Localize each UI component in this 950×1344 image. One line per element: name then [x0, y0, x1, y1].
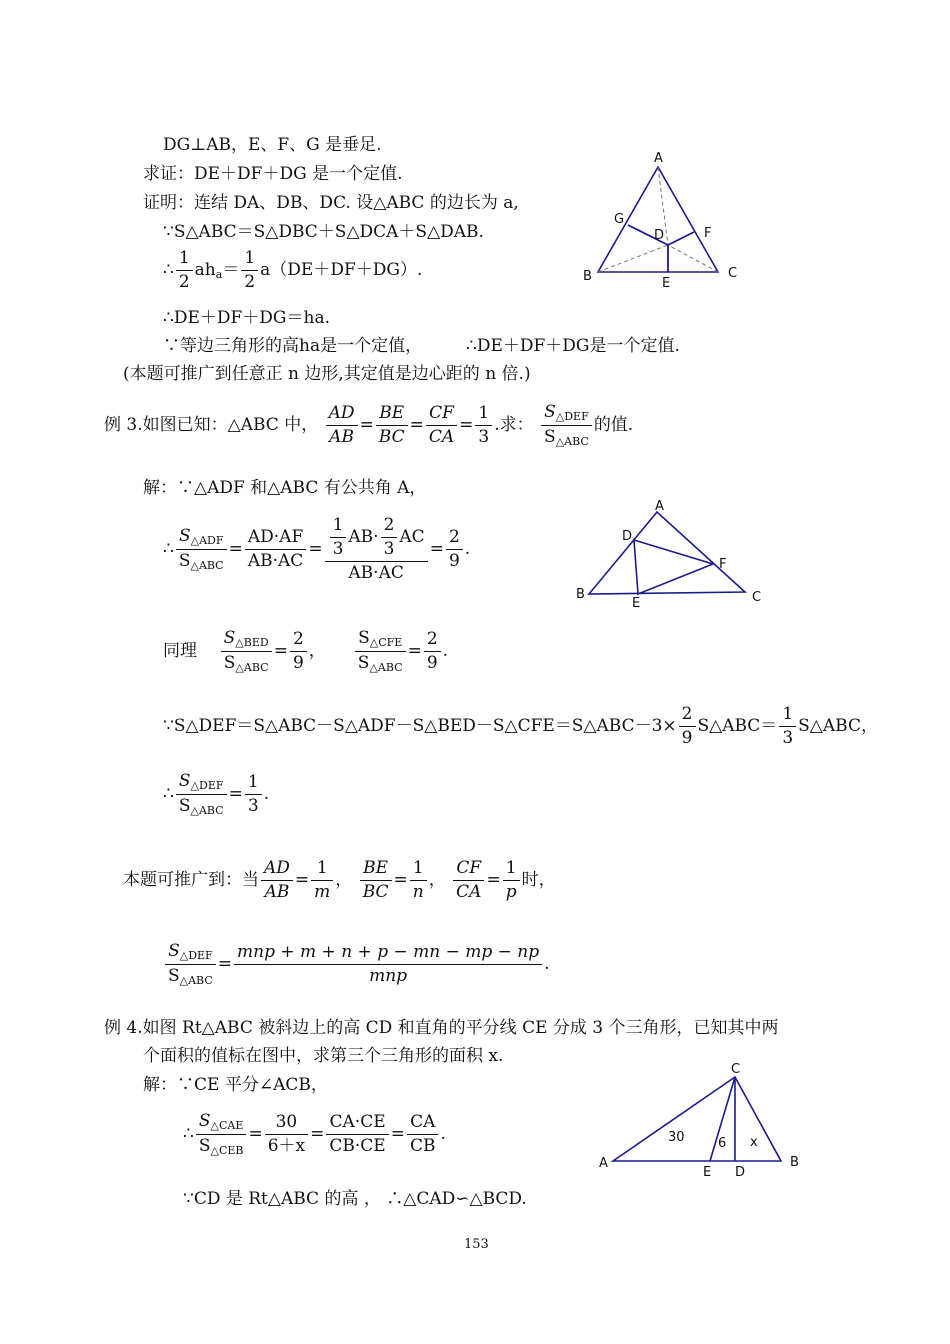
proof-line-7a: ∵等边三角形的高ha是一个定值， [163, 336, 423, 356]
ex4-ratio: ∴ $\frac{S_{\triangle CAE}}{S_{\triangle CEB}}$ = $\frac{30}{6+x}$ = $\frac{CA\cdot CE}{CB\cdot CE}$ = $\frac{CA}{CB}$ . [183, 1111, 446, 1157]
ex4-last-line: ∵CD 是 Rt△ABC 的高 ， ∴△CAD∽△BCD. [183, 1189, 527, 1209]
page-number: 153 [464, 1237, 489, 1252]
fig2-label-a: A [655, 499, 664, 514]
fig3-label-d: D [735, 1165, 746, 1180]
ex4-heading-1: 例 4.如图 Rt△ABC 被斜边上的高 CD 和直角的平分线 CE 分成 3 个三角形，已知其中两 [104, 1018, 779, 1038]
fig2-label-d: D [622, 529, 633, 544]
ex3-solution-line: 解：∵△ADF 和△ABC 有公共角 A， [143, 478, 427, 498]
proof-line-7b: ∴DE＋DF＋DG是一个定值. [466, 336, 680, 356]
proof-line-1: DG⊥AB，E、F、G 是垂足. [163, 135, 382, 155]
fig3-area-30: 30 [668, 1130, 685, 1145]
fig2-label-f: F [719, 557, 727, 572]
fig2-label-e: E [632, 596, 641, 608]
ex3-ratio-adf: ∴ $\frac{S_{\triangle ADF}}{S_{\triangle ABC}}$ = $\frac{AD\cdot AF}{AB\cdot AC}$ = $\frac{1}{3}$ AB· $\frac{2}{3}$ AC AB·AC = $\frac{2}{9}$ . [163, 515, 471, 583]
fig1-label-d: D [654, 228, 665, 243]
fig3-label-e: E [703, 1165, 712, 1180]
fig1-label-b: B [583, 269, 592, 284]
ex3-subtraction: ∵S△DEF＝S△ABC－S△ADF－S△BED－S△CFE＝S△ABC－3× $\frac{2}{9}$ S△ABC＝ $\frac{1}{3}$ S△ABC， [163, 704, 878, 748]
proof-line-6: ∴DE＋DF＋DG＝ha. [163, 308, 330, 328]
fig1-label-f: F [704, 226, 712, 241]
fig3-area-6: 6 [718, 1136, 727, 1151]
ex3-heading: 例 3.如图已知：△ABC 中， $\frac{AD}{AB}$ = $\frac{BE}{BC}$ = $\frac{CF}{CA}$ = $\frac{1}{3}$ .求： $\frac{S_{\triangle DEF}}{S_{\triangle ABC}}$ 的值. [104, 402, 634, 448]
proof-line-5: ∴ $\frac{1}{2}$ $ah_a=$ $\frac{1}{2}$ a（DE＋DF＋DG）. [163, 248, 423, 292]
fig1-label-c: C [728, 266, 738, 281]
ex3-result: ∴ $\frac{S_{\triangle DEF}}{S_{\triangle ABC}}$ = $\frac{1}{3}$ . [163, 771, 270, 817]
fig1-label-a: A [654, 151, 663, 166]
ex3-generalization: 本题可推广到：当 $\frac{AD}{AB}$ = $\frac{1}{m}$ ， $\frac{BE}{BC}$ = $\frac{1}{n}$ ， $\frac{CF}{CA}$ = $\frac{1}{p}$ 时， [123, 858, 556, 902]
figure-right-triangle [595, 1060, 810, 1180]
fig3-label-a: A [599, 1156, 608, 1171]
fig3-label-c: C [731, 1062, 741, 1077]
fig1-label-g: G [614, 212, 625, 227]
proof-line-2: 求证：DE＋DF＋DG 是一个定值. [143, 164, 403, 184]
proof-line-3: 证明：连结 DA、DB、DC. 设△ABC 的边长为 a, [143, 193, 519, 213]
fig3-area-x: x [750, 1135, 758, 1150]
fig2-label-b: B [576, 587, 585, 602]
figure-triangle-def [572, 498, 772, 608]
ex3-general-formula: $\frac{S_{\triangle DEF}}{S_{\triangle ABC}}$ = $\frac{\text{mnp + m + n + p − mn − mp − np}}{\text{mnp}}$ . [163, 943, 550, 986]
ex4-solution-line: 解：∵CE 平分∠ACB， [143, 1075, 328, 1095]
ex4-heading-2: 个面积的值标在图中，求第三个三角形的面积 x. [143, 1046, 504, 1066]
proof-line-4: ∵S△ABC＝S△DBC＋S△DCA＋S△DAB. [163, 222, 484, 242]
fig1-label-e: E [662, 276, 671, 290]
proof-line-8: (本题可推广到任意正 n 边形,其定值是边心距的 n 倍.) [123, 364, 531, 384]
fig3-label-b: B [790, 1155, 799, 1170]
fig2-label-c: C [752, 590, 762, 605]
ex3-similarly: 同理 $\frac{S_{\triangle BED}}{S_{\triangle ABC}}$ = $\frac{2}{9}$ ， $\frac{S_{\triangle CFE}}{S_{\triangle ABC}}$ = $\frac{2}{9}$ . [163, 628, 449, 674]
figure-equilateral-triangle [578, 145, 748, 290]
